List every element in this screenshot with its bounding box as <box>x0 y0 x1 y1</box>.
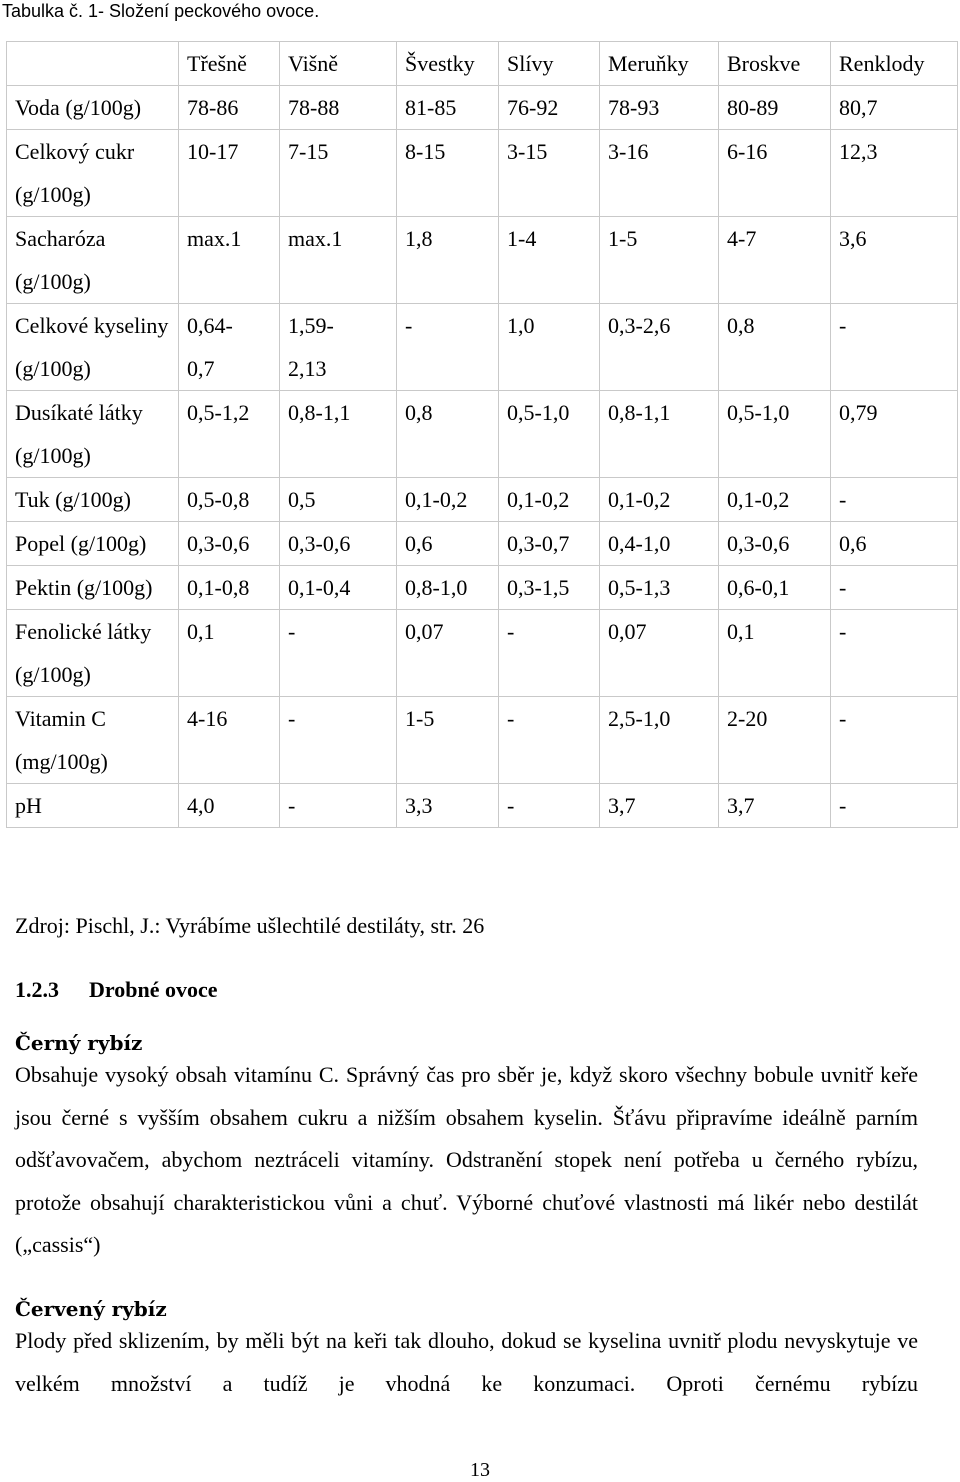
table-cell: 0,8 <box>719 304 831 391</box>
header-cell: Slívy <box>499 42 600 86</box>
table-cell: 4,0 <box>179 784 280 828</box>
row-label: Vitamin C (mg/100g) <box>7 697 179 784</box>
table-cell: - <box>831 784 958 828</box>
table-cell: 0,1-0,2 <box>499 478 600 522</box>
table-cell: 0,3-0,6 <box>179 522 280 566</box>
table-cell: - <box>831 304 958 391</box>
table-cell: - <box>831 566 958 610</box>
table-cell: - <box>280 610 397 697</box>
table-cell: max.1 <box>280 217 397 304</box>
table-cell: 80,7 <box>831 86 958 130</box>
table-cell: 1,8 <box>397 217 499 304</box>
header-cell: Třešně <box>179 42 280 86</box>
header-cell: Broskve <box>719 42 831 86</box>
subsection-title-black-currant: Černý rybíz <box>15 1031 143 1055</box>
table-cell: 0,3-1,5 <box>499 566 600 610</box>
table-row <box>7 86 958 130</box>
table-cell: 0,8 <box>397 391 499 478</box>
table-cell: 81-85 <box>397 86 499 130</box>
table-cell: 10-17 <box>179 130 280 217</box>
table-cell: 78-93 <box>600 86 719 130</box>
table-cell: 0,5-1,0 <box>499 391 600 478</box>
fruit-composition-table <box>6 41 958 828</box>
row-label: Celkový cukr (g/100g) <box>7 130 179 217</box>
table-caption: Tabulka č. 1- Složení peckového ovoce. <box>2 1 320 21</box>
table-cell: 12,3 <box>831 130 958 217</box>
table-cell: 0,8-1,1 <box>280 391 397 478</box>
row-label: Voda (g/100g) <box>7 86 179 130</box>
header-cell: Renklody <box>831 42 958 86</box>
table-cell: 2-20 <box>719 697 831 784</box>
table-cell: 0,64- 0,7 <box>179 304 280 391</box>
header-cell: Višně <box>280 42 397 86</box>
table-cell: - <box>831 610 958 697</box>
table-cell: 4-7 <box>719 217 831 304</box>
section-number: 1.2.3 <box>15 977 59 1002</box>
table-cell: 0,1 <box>719 610 831 697</box>
header-cell: Meruňky <box>600 42 719 86</box>
table-cell: - <box>397 304 499 391</box>
table-cell: 1-4 <box>499 217 600 304</box>
table-cell: 0,5-1,0 <box>719 391 831 478</box>
table-cell: 7-15 <box>280 130 397 217</box>
table-cell: 0,5-1,2 <box>179 391 280 478</box>
table-row <box>7 697 958 784</box>
table-row <box>7 217 958 304</box>
table-cell: 0,1-0,2 <box>600 478 719 522</box>
table-row <box>7 304 958 391</box>
row-label: Tuk (g/100g) <box>7 478 179 522</box>
table-header-row <box>7 42 958 86</box>
table-cell: 0,1-0,4 <box>280 566 397 610</box>
table-row <box>7 784 958 828</box>
table-cell: 0,5-0,8 <box>179 478 280 522</box>
table-cell: 4-16 <box>179 697 280 784</box>
table-cell: - <box>280 784 397 828</box>
table-cell: 0,1-0,2 <box>397 478 499 522</box>
table-cell: 0,8-1,0 <box>397 566 499 610</box>
table-row <box>7 391 958 478</box>
table-cell: 0,6-0,1 <box>719 566 831 610</box>
row-label: Popel (g/100g) <box>7 522 179 566</box>
section-title: Drobné ovoce <box>89 977 218 1002</box>
table-cell: 1,59- 2,13 <box>280 304 397 391</box>
paragraph-red-currant: Plody před sklizením, by měli být na keři tak dlouho, dokud se kyselina uvnitř plodu nevyskytuje ve velkém množství a tudíž je vhodná ke konzumaci. Oproti černému rybízu <box>15 1328 918 1396</box>
table-cell: 1,0 <box>499 304 600 391</box>
table-cell: 0,1-0,2 <box>719 478 831 522</box>
table-cell: 0,3-0,6 <box>719 522 831 566</box>
table-cell: 2,5-1,0 <box>600 697 719 784</box>
table-cell: - <box>280 697 397 784</box>
table-cell: 0,8-1,1 <box>600 391 719 478</box>
section-heading <box>15 976 218 1004</box>
table-cell: 80-89 <box>719 86 831 130</box>
row-label: Fenolické látky (g/100g) <box>7 610 179 697</box>
row-label: Sacharóza (g/100g) <box>7 217 179 304</box>
table-cell: - <box>499 610 600 697</box>
subsection-title-red-currant: Červený rybíz <box>15 1297 167 1321</box>
table-cell: 0,4-1,0 <box>600 522 719 566</box>
table-cell: 0,5 <box>280 478 397 522</box>
table-cell: 3-16 <box>600 130 719 217</box>
table-cell: 3,3 <box>397 784 499 828</box>
table-row <box>7 610 958 697</box>
table-cell: 3,7 <box>719 784 831 828</box>
row-label: Pektin (g/100g) <box>7 566 179 610</box>
table-cell: 0,79 <box>831 391 958 478</box>
table-cell: - <box>499 697 600 784</box>
table-cell: - <box>499 784 600 828</box>
table-cell: 0,6 <box>397 522 499 566</box>
table-cell: max.1 <box>179 217 280 304</box>
paragraph-black-currant: Obsahuje vysoký obsah vitamínu C. Správný čas pro sběr je, když skoro všechny bobule uvnitř keře jsou černé s vyšším obsahem cukru a nižším obsahem kyselin. Šťávu připravíme ideálně parním odšťavovačem, abychom neztráceli vitamíny. Odstranění stopek není potřeba u černého rybízu, protože obsahují charakteristickou vůni a chuť. Výborné chuťové vlastnosti má likér nebo destilát („cassis“) <box>15 1062 918 1258</box>
row-label: pH <box>7 784 179 828</box>
table-cell: 78-86 <box>179 86 280 130</box>
table-cell: 3-15 <box>499 130 600 217</box>
table-cell: 0,1 <box>179 610 280 697</box>
table-cell: 6-16 <box>719 130 831 217</box>
table-cell: 3,6 <box>831 217 958 304</box>
table-row <box>7 566 958 610</box>
table-cell: - <box>831 697 958 784</box>
header-cell <box>7 42 179 86</box>
table-cell: 0,6 <box>831 522 958 566</box>
table-cell: 0,07 <box>397 610 499 697</box>
row-label: Dusíkaté látky (g/100g) <box>7 391 179 478</box>
table-cell: 0,07 <box>600 610 719 697</box>
table-cell: 0,3-2,6 <box>600 304 719 391</box>
table-source: Zdroj: Pischl, J.: Vyrábíme ušlechtilé destiláty, str. 26 <box>15 913 485 938</box>
table-row <box>7 130 958 217</box>
table-cell: 0,1-0,8 <box>179 566 280 610</box>
table-cell: 8-15 <box>397 130 499 217</box>
page-number: 13 <box>470 1459 490 1481</box>
table-cell: 1-5 <box>600 217 719 304</box>
table-cell: - <box>831 478 958 522</box>
table-cell: 1-5 <box>397 697 499 784</box>
table-cell: 0,3-0,6 <box>280 522 397 566</box>
header-cell: Švestky <box>397 42 499 86</box>
table-cell: 78-88 <box>280 86 397 130</box>
table-row <box>7 522 958 566</box>
table-cell: 76-92 <box>499 86 600 130</box>
table-cell: 3,7 <box>600 784 719 828</box>
table-row <box>7 478 958 522</box>
table-cell: 0,5-1,3 <box>600 566 719 610</box>
row-label: Celkové kyseliny (g/100g) <box>7 304 179 391</box>
table-cell: 0,3-0,7 <box>499 522 600 566</box>
